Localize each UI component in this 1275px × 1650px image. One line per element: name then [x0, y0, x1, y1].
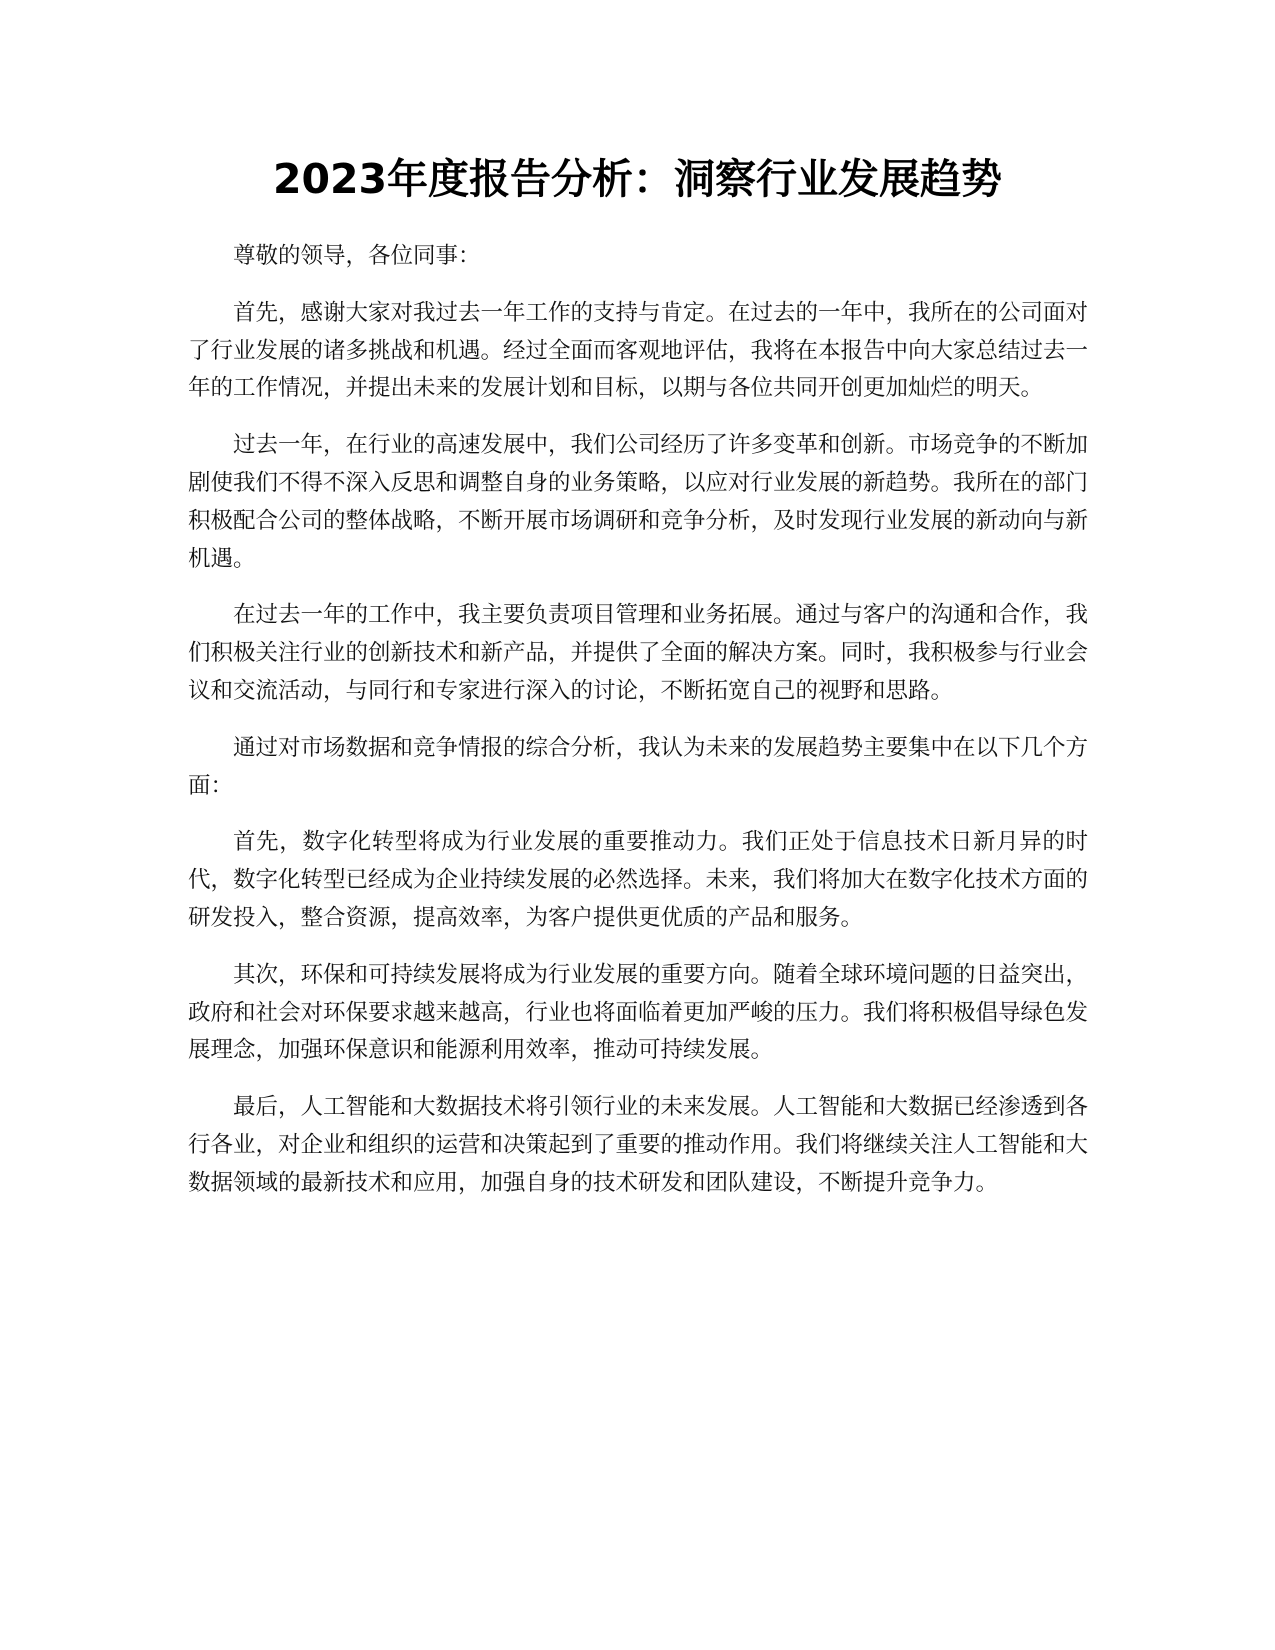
body-paragraph: 过去一年，在行业的高速发展中，我们公司经历了许多变革和创新。市场竞争的不断加剧使我们不得不深入反思和调整自身的业务策略，以应对行业发展的新趋势。我所在的部门积极配合公司的整体战略，不断开展市场调研和竞争分析，及时发现行业发展的新动向与新机遇。: [188, 432, 1089, 572]
body-paragraph: 首先，感谢大家对我过去一年工作的支持与肯定。在过去的一年中，我所在的公司面对了行业发展的诸多挑战和机遇。经过全面而客观地评估，我将在本报告中向大家总结过去一年的工作情况，并提出未来的发展计划和目标，以期与各位共同开创更加灿烂的明天。: [188, 299, 1089, 402]
body-paragraph: 首先，数字化转型将成为行业发展的重要推动力。我们正处于信息技术日新月异的时代，数字化转型已经成为企业持续发展的必然选择。未来，我们将加大在数字化技术方面的研发投入，整合资源，提高效率，为客户提供更优质的产品和服务。: [188, 829, 1089, 931]
document-body: [188, 238, 1088, 1222]
body-paragraph: 其次，环保和可持续发展将成为行业发展的重要方向。随着全球环境问题的日益突出，政府和社会对环保要求越来越高，行业也将面临着更加严峻的压力。我们将积极倡导绿色发展理念，加强环保意识和能源利用效率，推动可持续发展。: [188, 961, 1089, 1064]
document-title: 2023年度报告分析：洞察行业发展趋势: [272, 155, 1003, 203]
body-paragraph: 最后，人工智能和大数据技术将引领行业的未来发展。人工智能和大数据已经渗透到各行各业，对企业和组织的运营和决策起到了重要的推动作用。我们将继续关注人工智能和大数据领域的最新技术和应用，加强自身的技术研发和团队建设，不断提升竞争力。: [188, 1094, 1089, 1196]
salutation-paragraph: 尊敬的领导，各位同事：: [233, 243, 481, 269]
body-paragraph: 在过去一年的工作中，我主要负责项目管理和业务拓展。通过与客户的沟通和合作，我们积极关注行业的创新技术和新产品，并提供了全面的解决方案。同时，我积极参与行业会议和交流活动，与同行和专家进行深入的讨论，不断拓宽自己的视野和思路。: [188, 602, 1089, 704]
body-paragraph: 通过对市场数据和竞争情报的综合分析，我认为未来的发展趋势主要集中在以下几个方面：: [188, 734, 1089, 799]
